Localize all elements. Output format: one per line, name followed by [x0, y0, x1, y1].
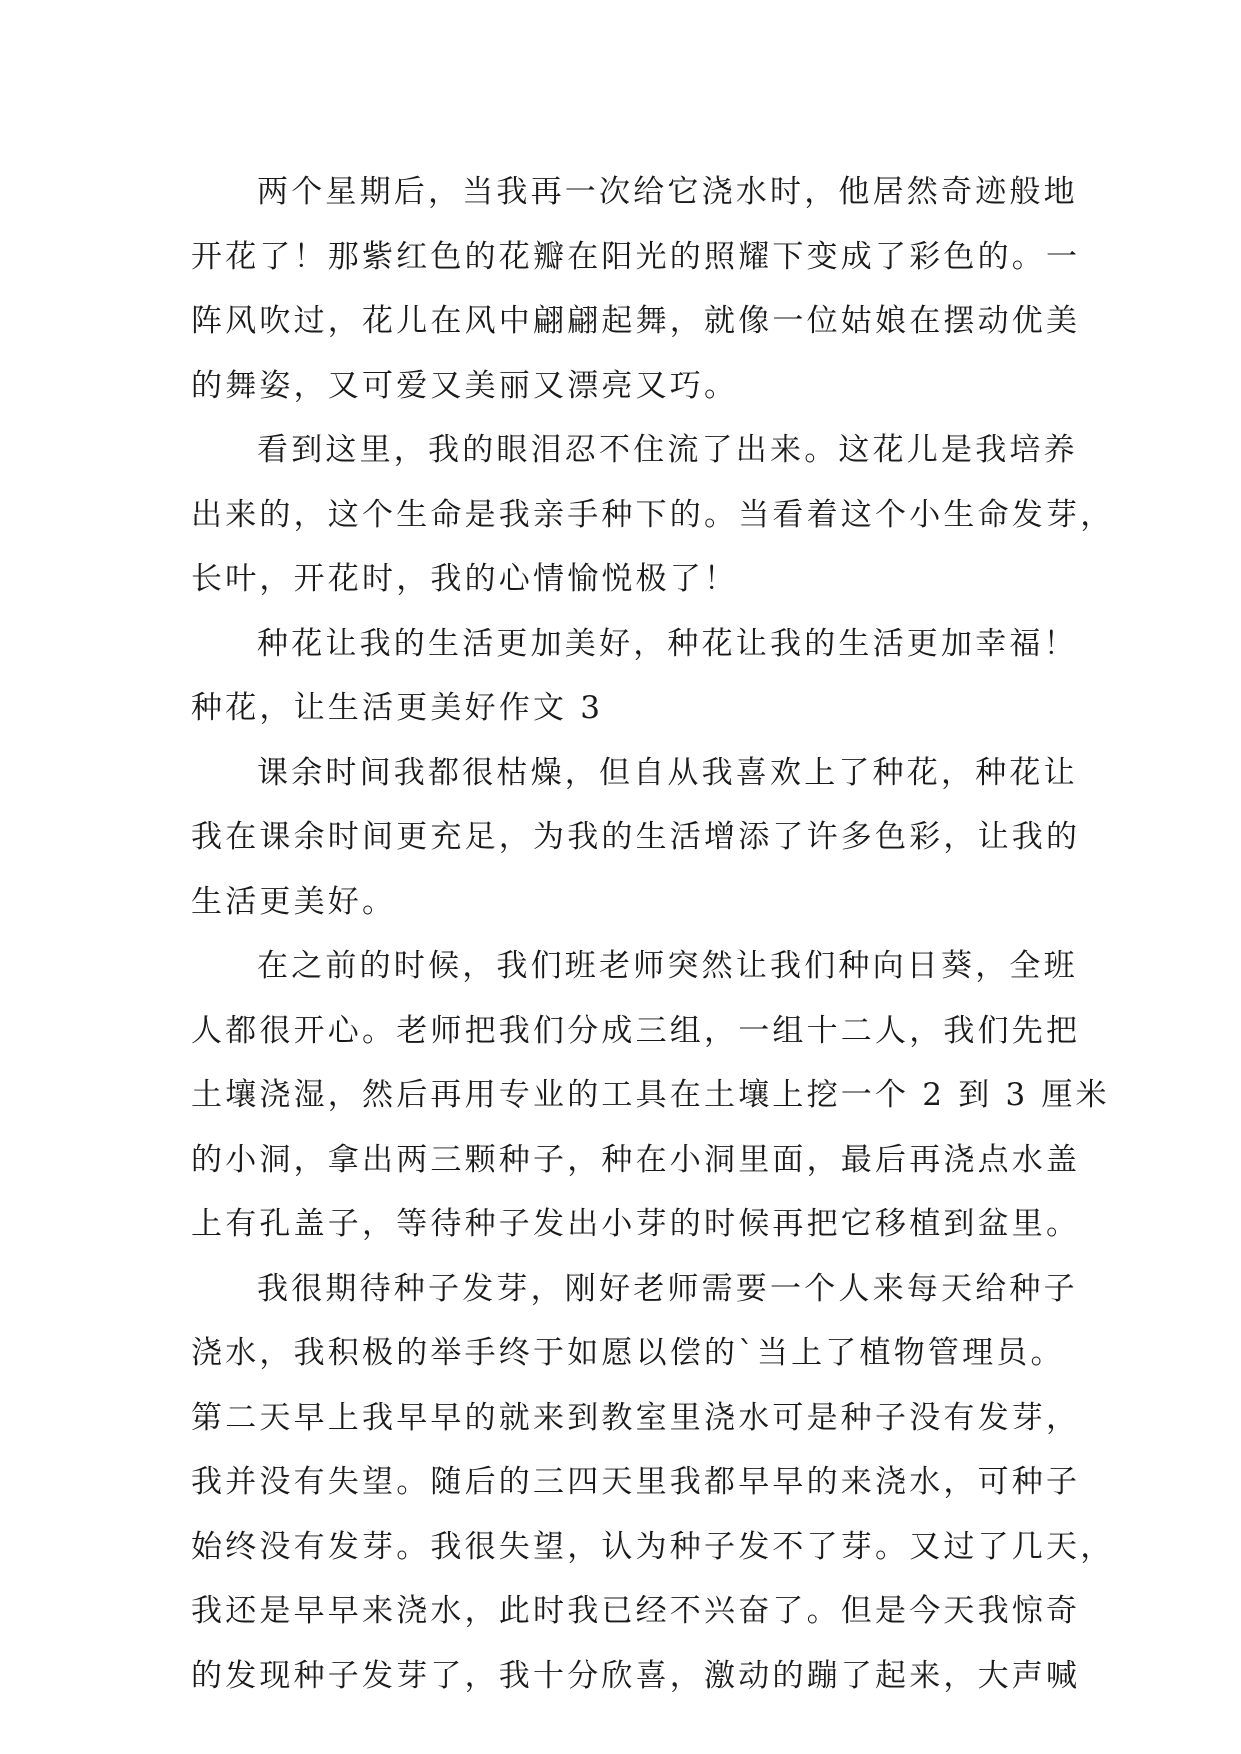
- text-line: 开花了！那紫红色的花瓣在阳光的照耀下变成了彩色的。一: [191, 238, 1081, 275]
- text-line: 生活更美好。: [191, 883, 397, 920]
- text-line: 两个星期后，当我再一次给它浇水时，他居然奇迹般地: [257, 174, 1078, 210]
- text-line: 课余时间我都很枯燥，但自从我喜欢上了种花，种花让: [257, 754, 1078, 791]
- text-line: 我并没有失望。随后的三四天里我都早早的来浇水，可种子: [191, 1464, 1081, 1500]
- text-line: 第二天早上我早早的就来到教室里浇水可是种子没有发芽，: [191, 1399, 1081, 1436]
- text-line: 人都很开心。老师把我们分成三组，一组十二人，我们先把: [191, 1012, 1081, 1049]
- text-line: 阵风吹过，花儿在风中翩翩起舞，就像一位姑娘在摆动优美: [191, 303, 1081, 339]
- text-line: 种花让我的生活更加美好，种花让我的生活更加幸福！: [257, 625, 1078, 662]
- text-line: 上有孔盖子，等待种子发出小芽的时候再把它移植到盆里。: [191, 1206, 1081, 1242]
- text-line: 在之前的时候，我们班老师突然让我们种向日葵，全班: [257, 948, 1078, 984]
- text-line: 的发现种子发芽了，我十分欣喜，激动的蹦了起来，大声喊: [191, 1657, 1081, 1694]
- section-heading: 种花，让生活更美好作文 3: [191, 690, 604, 726]
- text-line: 出来的，这个生命是我亲手种下的。当看着这个小生命发芽，: [191, 496, 1115, 533]
- text-line: 长叶，开花时，我的心情愉悦极了！: [191, 561, 739, 597]
- text-line: 的舞姿，又可爱又美丽又漂亮又巧。: [191, 367, 739, 404]
- text-line: 我在课余时间更充足，为我的生活增添了许多色彩，让我的: [191, 819, 1081, 855]
- text-line: 我还是早早来浇水，此时我已经不兴奋了。但是今天我惊奇: [191, 1593, 1081, 1629]
- text-line: 的小洞，拿出两三颗种子，种在小洞里面，最后再浇点水盖: [191, 1141, 1081, 1178]
- text-line: 浇水，我积极的举手终于如愿以偿的`当上了植物管理员。: [191, 1335, 1065, 1371]
- document-page: [191, 160, 1115, 1708]
- text-line: 看到这里，我的眼泪忍不住流了出来。这花儿是我培养: [257, 432, 1078, 468]
- text-line: 我很期待种子发芽，刚好老师需要一个人来每天给种子: [257, 1270, 1078, 1307]
- text-line: 始终没有发芽。我很失望，认为种子发不了芽。又过了几天，: [191, 1528, 1115, 1565]
- text-line: 土壤浇湿，然后再用专业的工具在土壤上挖一个 2 到 3 厘米: [191, 1077, 1110, 1113]
